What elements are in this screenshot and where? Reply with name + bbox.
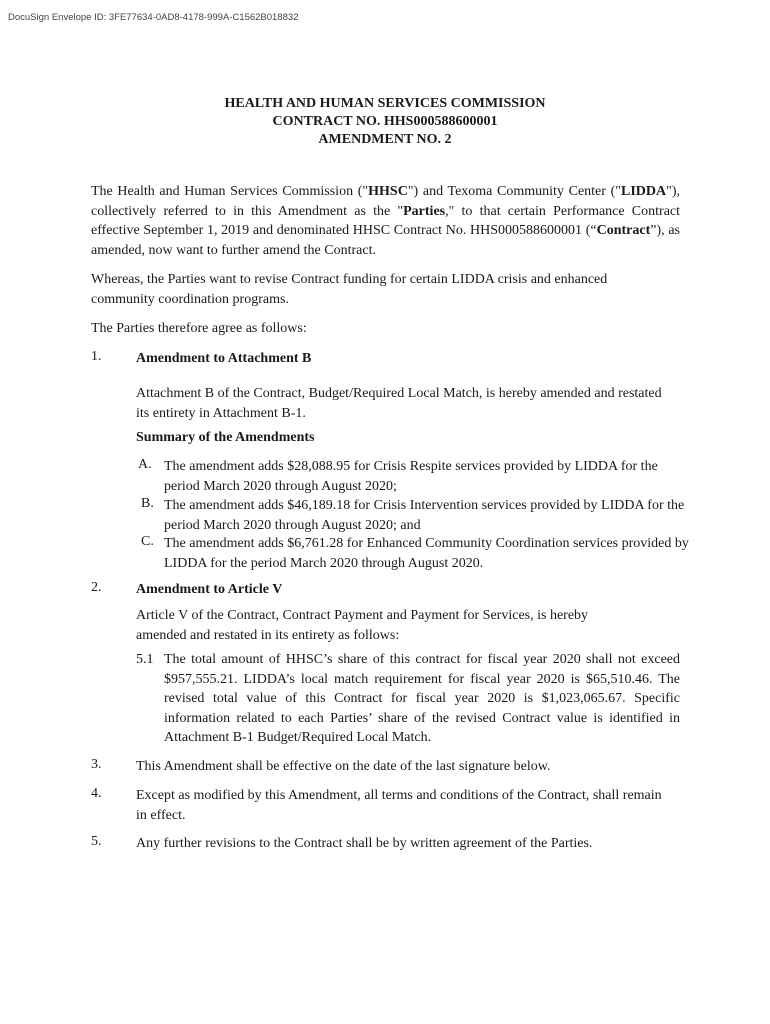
intro-term-parties: Parties	[403, 203, 446, 219]
intro-text: "), collectively referred to in this Amendment as the "	[91, 184, 680, 219]
intro-text: ”), as amended, now want to further amend the Contract.	[91, 223, 680, 258]
section-body: Article V of the Contract, Contract Payment and Payment for Services, is hereby amended and restated in its entirety as follows:	[136, 608, 589, 643]
list-item-letter: A.	[138, 457, 152, 472]
section-number: 5.	[91, 834, 102, 849]
section-heading: Amendment to Article V	[136, 582, 283, 597]
list-item: The amendment adds $28,088.95 for Crisis Respite services provided by LIDDA for the period March 2020 through August 2020;	[164, 459, 658, 494]
list-item: The amendment adds $46,189.18 for Crisis Intervention services provided by LIDDA for the period March 2020 through August 2020; and	[164, 498, 685, 533]
summary-heading: Summary of the Amendments	[136, 430, 315, 445]
intro-term-lidda: LIDDA	[620, 184, 667, 199]
section-number: 3.	[91, 757, 102, 772]
section-4-text: Except as modified by this Amendment, all terms and conditions of the Contract, shall remain in effect.	[136, 788, 662, 823]
list-item-letter: B.	[141, 496, 154, 511]
subsection-text: The total amount of HHSC’s share of this contract for fiscal year 2020 shall not exceed $957,555.21. LIDDA’s local match requirement for fiscal year 2020 is $65,510.46. The revised total value of this Contract for fiscal year 2020 is $1,023,065.67. Specific information related to each Parties’ share of the revised Contract value is identified in Attachment B-1 Budget/Required Local Match.	[164, 652, 680, 745]
section-number: 2.	[91, 580, 102, 595]
section-body: Attachment B of the Contract, Budget/Required Local Match, is hereby amended and restated its entirety in Attachment B-1.	[136, 386, 662, 421]
intro-text: The Health and Human Services Commission ("	[91, 184, 369, 199]
agree-paragraph: The Parties therefore agree as follows:	[91, 321, 307, 336]
list-item: The amendment adds $6,761.28 for Enhanced Community Coordination services provided by LIDDA for the period March 2020 through August 2020.	[164, 536, 689, 571]
header-line-amendment: AMENDMENT NO. 2	[318, 132, 452, 147]
whereas-paragraph: Whereas, the Parties want to revise Contract funding for certain LIDDA crisis and enhanced community coordination programs.	[91, 272, 608, 307]
header-line-commission: HEALTH AND HUMAN SERVICES COMMISSION	[224, 96, 546, 111]
section-3-text: This Amendment shall be effective on the date of the last signature below.	[136, 759, 551, 774]
intro-term-contract: Contract	[596, 223, 651, 238]
docusign-envelope-id: DocuSign Envelope ID: 3FE77634-0AD8-4178-999A-C1562B018832	[8, 12, 299, 23]
section-number: 1.	[91, 349, 102, 364]
header-line-contract: CONTRACT NO. HHS000588600001	[272, 114, 498, 129]
intro-term-hhsc: HHSC	[368, 184, 408, 199]
section-number: 4.	[91, 786, 102, 801]
intro-paragraph	[91, 182, 680, 260]
intro-text: ") and Texoma Community Center ("	[407, 184, 621, 199]
section-5-text: Any further revisions to the Contract shall be by written agreement of the Parties.	[136, 836, 593, 851]
list-item-letter: C.	[141, 534, 154, 549]
subsection-number: 5.1	[136, 652, 154, 667]
intro-text: ," to that certain Performance Contract effective September 1, 2019 and denominated HHSC Contract No. HHS000588600001 (“	[91, 203, 681, 238]
section-heading: Amendment to Attachment B	[136, 351, 312, 366]
